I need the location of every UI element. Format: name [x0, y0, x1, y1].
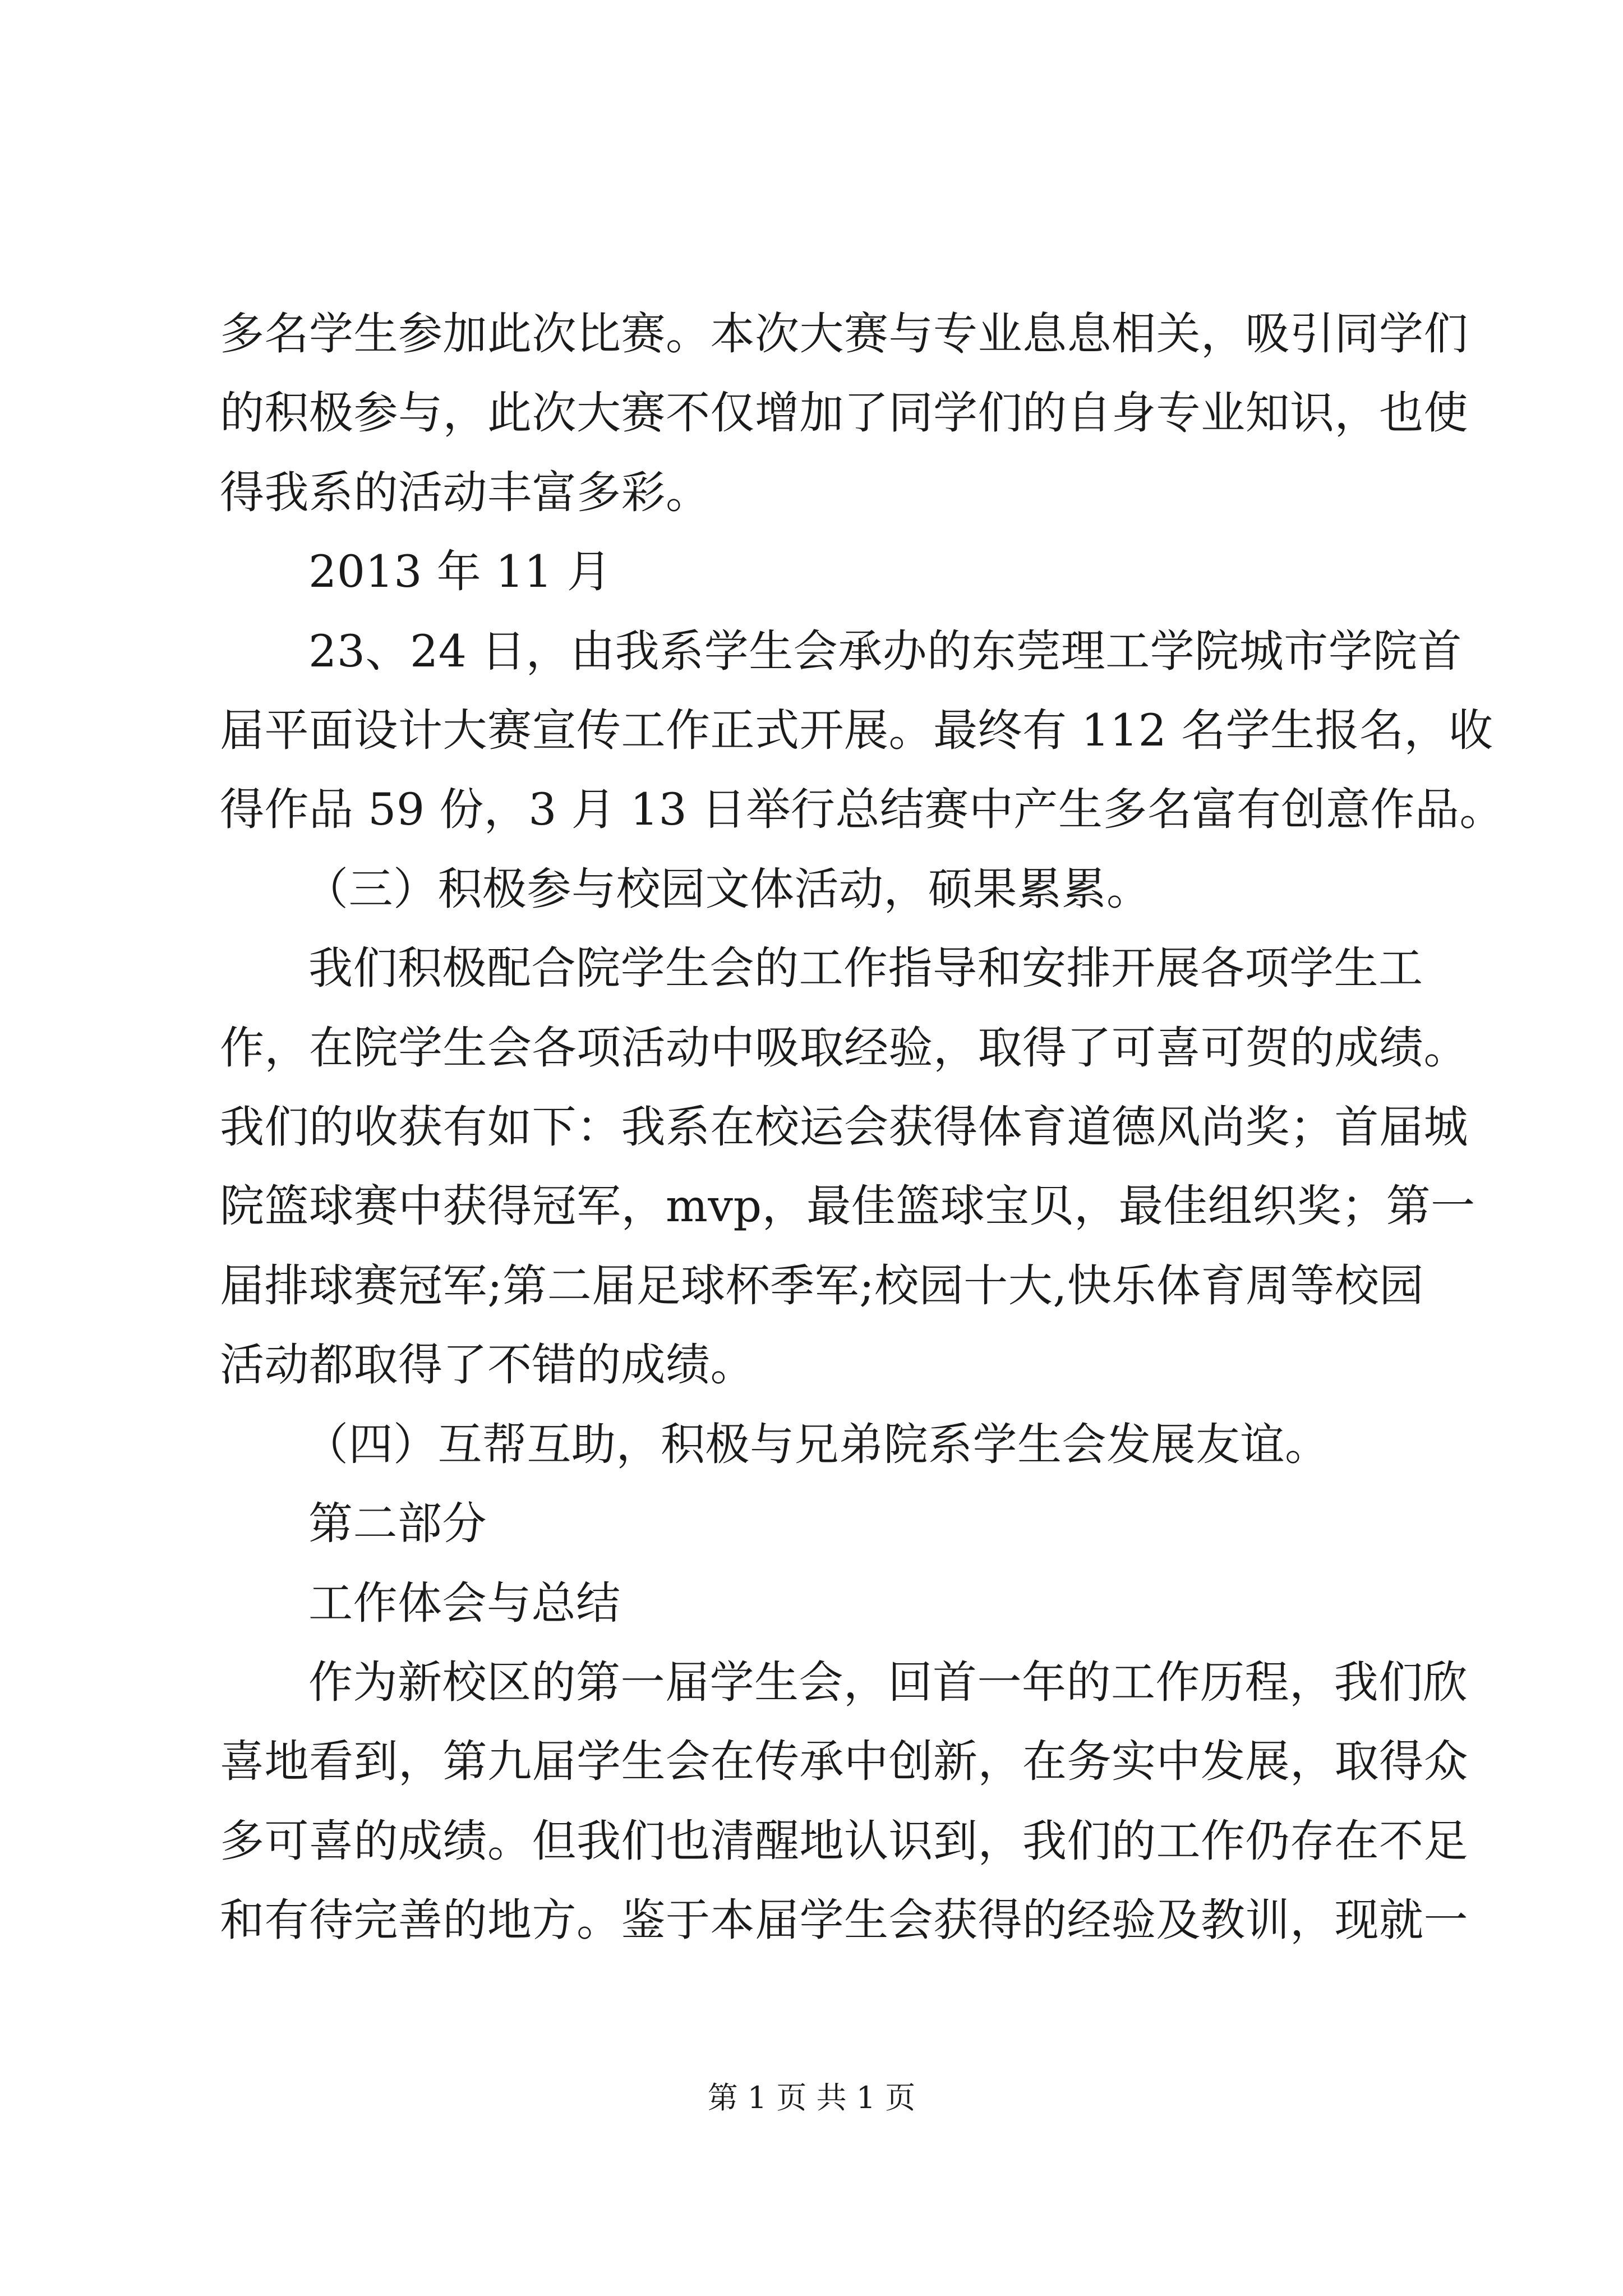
text-line: 届排球赛冠军;第二届足球杯季军;校园十大,快乐体育周等校园 — [220, 1259, 1424, 1312]
text-line: 喜地看到，第九届学生会在传承中创新，在务实中发展，取得众 — [220, 1736, 1468, 1788]
page-number-label: 第 1 页 共 1 页 — [707, 2080, 916, 2115]
text-line: 作为新校区的第一届学生会，回首一年的工作历程，我们欣 — [308, 1656, 1468, 1708]
page-footer — [0, 2078, 1623, 2118]
text-line: 和有待完善的地方。鉴于本届学生会获得的经验及教训，现就一 — [220, 1894, 1468, 1947]
text-line: 作，在院学生会各项活动中吸取经验，取得了可喜可贺的成绩。 — [220, 1022, 1468, 1074]
text-line: 我们积极配合院学生会的工作指导和安排开展各项学生工 — [308, 942, 1423, 995]
text-line: 院篮球赛中获得冠军，mvp，最佳篮球宝贝，最佳组织奖；第一 — [220, 1180, 1476, 1232]
text-line: 得作品 59 份，3 月 13 日举行总结赛中产生多名富有创意作品。 — [220, 784, 1504, 836]
part-heading: 第二部分 — [308, 1498, 487, 1550]
text-line: 23、24 日，由我系学生会承办的东莞理工学院城市学院首 — [308, 625, 1463, 677]
section-heading: （四）互帮互助，积极与兄弟院系学生会发展友谊。 — [304, 1418, 1330, 1470]
text-line: 多可喜的成绩。但我们也清醒地认识到，我们的工作仍存在不足 — [220, 1815, 1468, 1867]
text-line: 2013 年 11 月 — [308, 546, 612, 598]
text-line: 得我系的活动丰富多彩。 — [220, 466, 711, 518]
text-line: 活动都取得了不错的成绩。 — [220, 1339, 755, 1391]
text-line: 我们的收获有如下：我系在校运会获得体育道德风尚奖；首届城 — [220, 1101, 1468, 1153]
text-line: 届平面设计大赛宣传工作正式开展。最终有 112 名学生报名，收 — [220, 705, 1493, 757]
text-line: 多名学生参加此次比赛。本次大赛与专业息息相关，吸引同学们 — [220, 308, 1468, 360]
part-subheading: 工作体会与总结 — [308, 1577, 621, 1629]
text-line: 的积极参与，此次大赛不仅增加了同学们的自身专业知识，也使 — [220, 387, 1468, 439]
section-heading: （三）积极参与校园文体活动，硕果累累。 — [304, 863, 1151, 915]
document-body — [220, 295, 1504, 1961]
